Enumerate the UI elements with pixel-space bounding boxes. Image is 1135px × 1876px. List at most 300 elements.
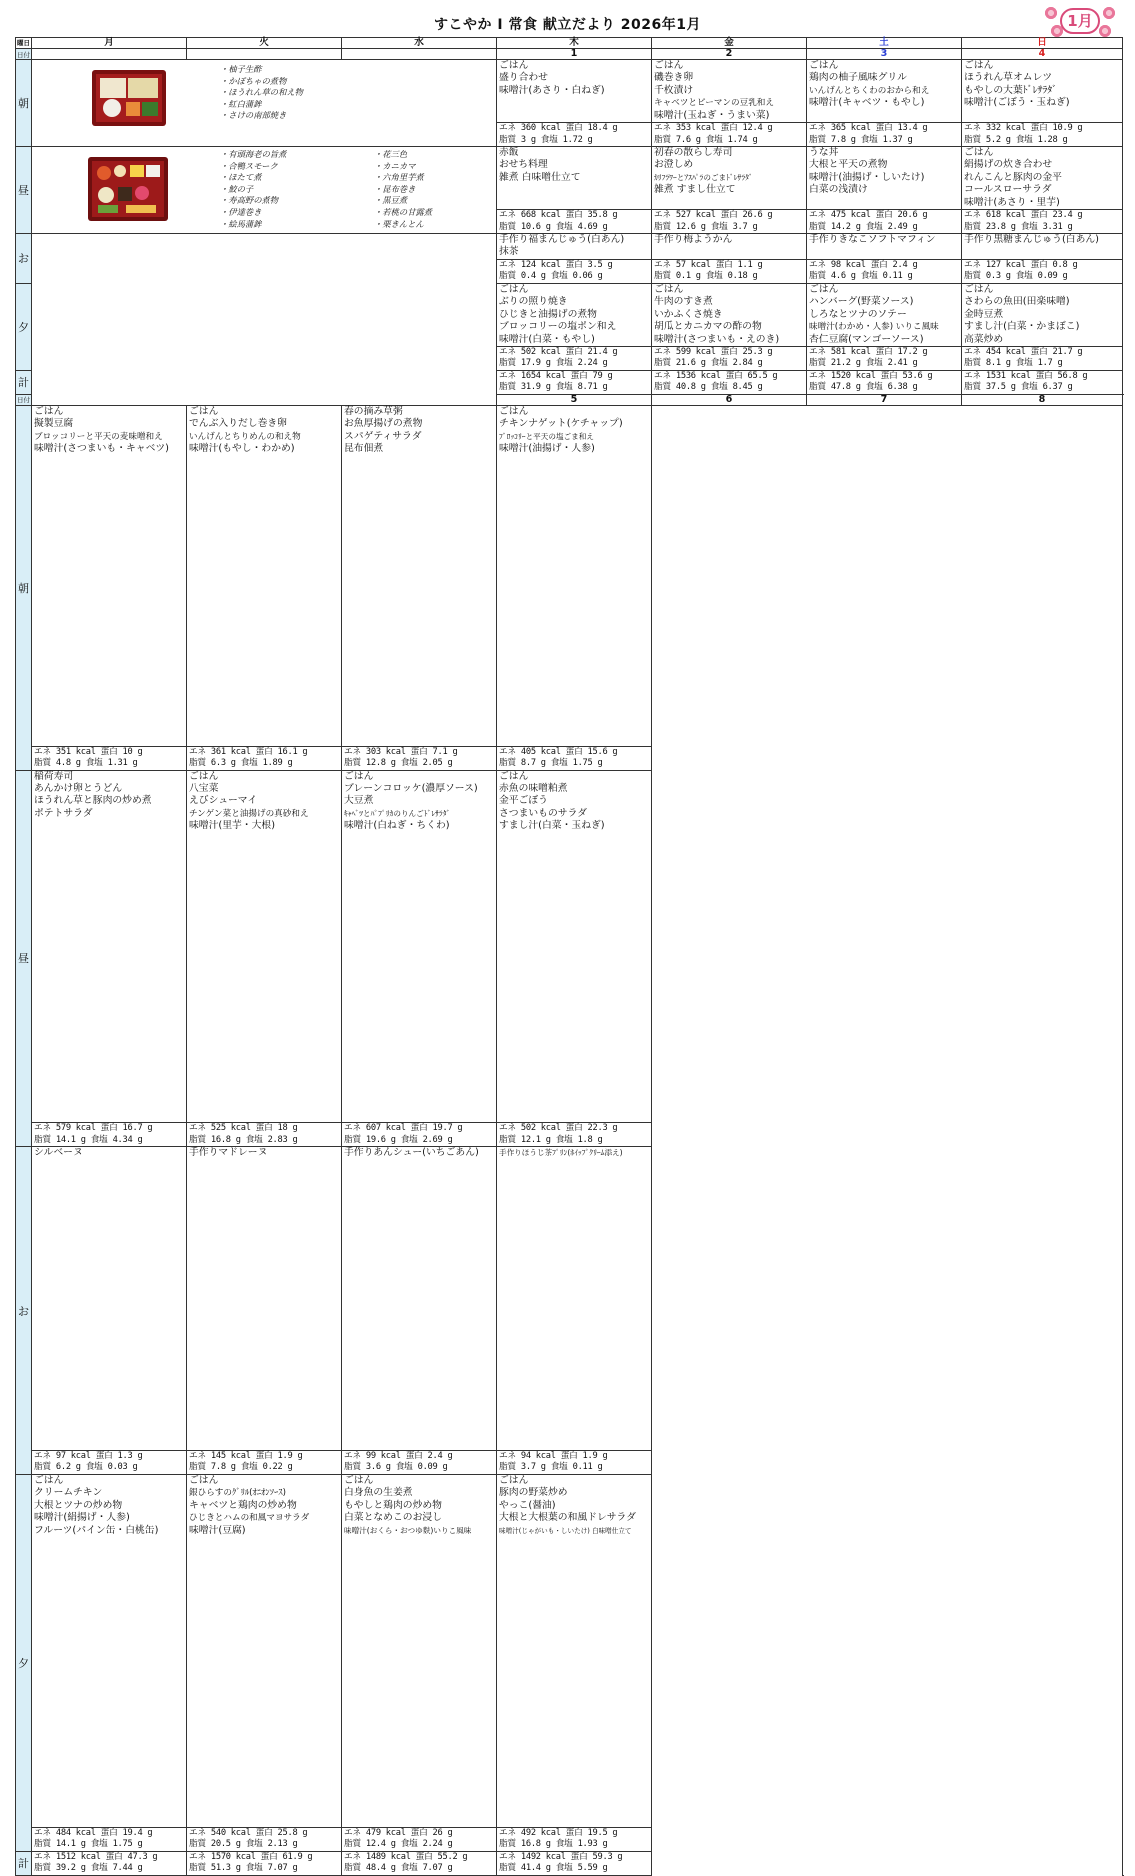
dish-item: 味噌汁(里芋・大根) <box>189 820 276 832</box>
nutrition-line: 脂質 12.8 g 食塩 2.05 g <box>344 758 453 769</box>
menu-cell <box>32 1474 187 1827</box>
dish-item: ほうれん草オムレツ <box>964 72 1053 84</box>
dish-item: ごはん <box>654 60 684 71</box>
osechi-lunch <box>32 147 497 234</box>
total-cell <box>187 1851 342 1875</box>
meal-label-dinner: 夕 <box>16 1474 32 1851</box>
menu-cell <box>807 60 962 123</box>
nutrition-line: エネ 1492 kcal 蛋白 59.3 g <box>499 1851 623 1862</box>
dish-item: うな丼 <box>809 147 839 159</box>
dish-item: 豚肉の野菜炒め <box>499 1487 568 1499</box>
nutrition-line: エネ 454 kcal 蛋白 21.7 g <box>964 346 1083 357</box>
dish-item: 絹揚げの炊き合わせ <box>964 159 1053 171</box>
menu-cell <box>342 1147 497 1451</box>
nutrition-line: 脂質 16.8 g 食塩 2.83 g <box>189 1134 298 1145</box>
menu-cell <box>497 1474 652 1827</box>
dish-item: キャベツとピーマンの豆乳和え <box>654 98 774 109</box>
osechi-item: ・伊達巻き <box>220 207 262 217</box>
dish-item: ｷｬﾍﾞﾂとﾊﾟﾌﾟﾘｶのりんごﾄﾞﾚｻﾗﾀﾞ <box>344 808 451 818</box>
meal-label-total: 計 <box>16 1851 32 1875</box>
day-number: 8 <box>962 394 1123 405</box>
menu-cell <box>497 1147 652 1451</box>
youbi-label: 曜日 <box>17 39 30 47</box>
osechi-item: ・合鴨スモーク <box>220 160 278 171</box>
nutrition-line: エネ 124 kcal 蛋白 3.5 g <box>499 259 613 270</box>
dish-item: 胡瓜とカニカマの酢の物 <box>654 321 762 333</box>
dish-item: 大根と大根葉の和風ドレサラダ <box>499 1512 637 1524</box>
dish-item: ごはん <box>809 60 839 71</box>
nutrition-cell <box>652 123 807 147</box>
meal-label-snack: お <box>16 234 32 284</box>
nutrition-line: 脂質 4.8 g 食塩 1.31 g <box>34 758 138 769</box>
osechi-item: ・鮫の子 <box>220 183 254 194</box>
dish-item: クリームチキン <box>34 1487 103 1499</box>
meal-label-dinner: 夕 <box>16 283 32 370</box>
dish-item: 鶏肉の柚子風味グリル <box>809 72 907 84</box>
dish-item: 昆布佃煮 <box>344 443 384 455</box>
dish-item: ごはん <box>189 405 219 417</box>
dish-item: いかふくさ焼き <box>654 308 723 320</box>
osechi-item: ・栗きんとん <box>374 218 424 229</box>
nutrition-line: エネ 98 kcal 蛋白 2.4 g <box>809 259 918 270</box>
nutrition-line: エネ 353 kcal 蛋白 12.4 g <box>654 123 773 134</box>
dish-item: えびシューマイ <box>189 795 258 807</box>
nutrition-cell <box>962 259 1123 283</box>
nutrition-line: 脂質 21.2 g 食塩 2.41 g <box>809 358 918 369</box>
dish-item: 手作りきなこソフトマフィン <box>809 234 936 246</box>
dish-item: ごはん <box>34 1474 64 1486</box>
nutrition-cell <box>342 1450 497 1474</box>
month-badge <box>1042 4 1114 40</box>
dish-item: 高菜炒め <box>964 333 1004 345</box>
menu-cell <box>342 1474 497 1827</box>
nutrition-line: 脂質 7.8 g 食塩 1.37 g <box>809 134 913 145</box>
dish-item: 手作り福まんじゅう(白あん) <box>499 234 625 246</box>
menu-cell <box>497 234 652 260</box>
dish-item: 味噌汁(豆腐) <box>189 1524 246 1536</box>
menu-cell <box>497 147 652 210</box>
nutrition-line: エネ 607 kcal 蛋白 19.7 g <box>344 1123 463 1134</box>
menu-cell <box>962 283 1123 346</box>
osechi-item: ・黒豆煮 <box>374 195 408 206</box>
nutrition-line: エネ 540 kcal 蛋白 25.8 g <box>189 1827 308 1838</box>
nutrition-cell <box>497 123 652 147</box>
dish-item: 春の摘み草粥 <box>344 405 403 417</box>
dish-item: 白身魚の生姜煮 <box>344 1487 413 1499</box>
menu-cell <box>342 405 497 746</box>
flower-icon <box>1044 6 1058 20</box>
menu-cell <box>187 405 342 746</box>
nutrition-cell <box>962 123 1123 147</box>
day-number: 7 <box>807 394 962 405</box>
nutrition-line: 脂質 12.6 g 食塩 3.7 g <box>654 221 758 232</box>
dish-item: ごはん <box>344 770 374 782</box>
menu-cell <box>342 770 497 1123</box>
empty-block <box>32 234 497 406</box>
dish-item: ごはん <box>964 283 994 295</box>
nutrition-line: 脂質 3 g 食塩 1.72 g <box>499 134 593 145</box>
dish-item: 味噌汁(あさり・白ねぎ) <box>499 84 605 96</box>
dish-item: 白菜の浅漬け <box>809 184 868 196</box>
dish-item: 味噌汁(玉ねぎ・うまい菜) <box>654 109 770 121</box>
day-number: 2 <box>652 49 807 60</box>
nutrition-line: エネ 475 kcal 蛋白 20.6 g <box>809 210 928 221</box>
menu-cell <box>652 147 807 210</box>
dish-item: キャベツと鶏肉の炒め物 <box>189 1499 297 1511</box>
total-cell <box>652 370 807 394</box>
dish-item: ごはん <box>809 283 839 295</box>
osechi-item: ・ほうれん草の和え物 <box>220 87 303 98</box>
dish-item: シルベーヌ <box>34 1147 83 1159</box>
osechi-item: ・紅白蒲鉾 <box>220 98 262 109</box>
nutrition-line: エネ 484 kcal 蛋白 19.4 g <box>34 1827 153 1838</box>
dish-item: いんげんとちりめんの和え物 <box>189 431 301 442</box>
nutrition-cell <box>342 746 497 770</box>
dish-item: チキンナゲット(ケチャップ) <box>499 418 623 430</box>
nutrition-line: エネ 599 kcal 蛋白 25.3 g <box>654 346 773 357</box>
menu-cell <box>807 234 962 260</box>
dish-item: 手作りあんシュー(いちごあん) <box>344 1147 479 1159</box>
nutrition-line: 脂質 23.8 g 食塩 3.31 g <box>964 221 1073 232</box>
nutrition-line: 脂質 7.8 g 食塩 0.22 g <box>189 1462 293 1473</box>
dish-item: 味噌汁(白ねぎ・ちくわ) <box>344 820 450 832</box>
osechi-item: ・若桃の甘露煮 <box>374 207 433 217</box>
nutrition-line: 脂質 21.6 g 食塩 2.84 g <box>654 358 763 369</box>
dish-item: 千枚漬け <box>654 84 694 96</box>
nutrition-line: エネ 99 kcal 蛋白 2.4 g <box>344 1450 453 1461</box>
nutrition-cell <box>497 210 652 234</box>
dish-item: ブロッコリーの塩ポン和え <box>499 321 617 333</box>
dish-item: ごはん <box>34 405 64 417</box>
nutrition-cell <box>962 210 1123 234</box>
osechi-item: ・花三色 <box>374 149 408 160</box>
menu-cell <box>497 405 652 746</box>
menu-cell <box>497 60 652 123</box>
osechi-item: ・昆布巻き <box>374 183 416 194</box>
osechi-item: ・さけの南部焼き <box>220 110 287 121</box>
dish-item: 味噌汁(絹揚げ・人参) <box>34 1512 130 1524</box>
nutrition-line: エネ 94 kcal 蛋白 1.9 g <box>499 1450 608 1461</box>
dish-item: チンゲン菜と油揚げの真砂和え <box>189 808 309 819</box>
total-cell <box>497 1851 652 1875</box>
nutrition-line: エネ 57 kcal 蛋白 1.1 g <box>654 259 763 270</box>
weekday-tue: 火 <box>187 38 342 49</box>
dish-item: 味噌汁(もやし・わかめ) <box>189 443 295 455</box>
menu-cell <box>652 283 807 346</box>
dish-item: 赤魚の味噌粕煮 <box>499 782 568 794</box>
nutrition-line: エネ 492 kcal 蛋白 19.5 g <box>499 1827 618 1838</box>
menu-table <box>15 37 1123 1876</box>
day-number: 1 <box>497 49 652 60</box>
dish-item: 手作りほうじ茶ﾌﾟﾘﾝ(ﾎｲｯﾌﾟｸﾘｰﾑ添え) <box>499 1148 623 1158</box>
nutrition-line: エネ 332 kcal 蛋白 10.9 g <box>964 123 1083 134</box>
dish-item: ごはん <box>189 770 219 782</box>
nutrition-line: エネ 1570 kcal 蛋白 61.9 g <box>189 1851 313 1862</box>
osechi-breakfast <box>32 60 497 147</box>
dish-item: ごはん <box>344 1474 374 1486</box>
menu-cell <box>962 234 1123 260</box>
nutrition-line: 脂質 6.3 g 食塩 1.89 g <box>189 758 293 769</box>
nutrition-line: 脂質 4.6 g 食塩 0.11 g <box>809 271 913 282</box>
total-cell <box>342 1851 497 1875</box>
dish-item: 味噌汁(油揚げ・しいたけ) <box>809 171 925 183</box>
nutrition-line: エネ 579 kcal 蛋白 16.7 g <box>34 1123 153 1134</box>
menu-cell <box>187 1147 342 1451</box>
nutrition-cell <box>807 123 962 147</box>
osechi-item: ・寿高野の煮物 <box>220 195 279 206</box>
nutrition-cell <box>652 259 807 283</box>
dish-item: 盛り合わせ <box>499 72 548 84</box>
dish-item: 味噌汁(さつまいも・えのき) <box>654 333 780 345</box>
dish-item: ごはん <box>499 770 529 782</box>
menu-cell <box>807 147 962 210</box>
dish-item: 白菜となめこのお浸し <box>344 1512 442 1524</box>
dish-item: 味噌汁(さつまいも・キャベツ) <box>34 443 170 455</box>
nutrition-line: 脂質 8.1 g 食塩 1.7 g <box>964 358 1063 369</box>
dish-item: 雑煮 白味噌仕立て <box>499 171 581 183</box>
nutrition-line: エネ 1512 kcal 蛋白 47.3 g <box>34 1851 158 1862</box>
nutrition-line: 脂質 12.4 g 食塩 2.24 g <box>344 1839 453 1850</box>
nutrition-line: 脂質 20.5 g 食塩 2.13 g <box>189 1839 298 1850</box>
dish-item: 赤飯 <box>499 147 519 159</box>
dish-item: 金平ごぼう <box>499 795 548 807</box>
osechi-item: ・有頭海老の旨煮 <box>220 149 287 160</box>
menu-cell <box>32 770 187 1123</box>
nutrition-line: エネ 668 kcal 蛋白 35.8 g <box>499 210 618 221</box>
dish-item: 味噌汁(白菜・もやし) <box>499 333 595 345</box>
nutrition-cell <box>32 1123 187 1147</box>
dish-item: ﾌﾞﾛｯｺﾘｰと平天の塩ごま和え <box>499 431 594 441</box>
nutrition-line: エネ 527 kcal 蛋白 26.6 g <box>654 210 773 221</box>
dish-item: もやしの大葉ﾄﾞﾚｻﾗﾀﾞ <box>964 84 1058 96</box>
dish-item: 味噌汁(おくら・おつゆ麩)いりこ風味 <box>344 1525 472 1535</box>
nutrition-line: 脂質 0.3 g 食塩 0.09 g <box>964 271 1068 282</box>
meal-label-snack: お <box>16 1147 32 1475</box>
osechi-item: ・六角里芋煮 <box>374 172 424 183</box>
nutrition-line: エネ 479 kcal 蛋白 26 g <box>344 1827 453 1838</box>
nutrition-line: エネ 365 kcal 蛋白 13.4 g <box>809 123 928 134</box>
dish-item: すまし汁(白菜・玉ねぎ) <box>499 820 605 832</box>
nutrition-line: 脂質 48.4 g 食塩 7.07 g <box>344 1863 453 1874</box>
dish-item: でんぶ入りだし巻き卵 <box>189 418 287 430</box>
meal-label-total: 計 <box>16 370 32 394</box>
menu-cell <box>32 405 187 746</box>
dish-item: 手作り黒糖まんじゅう(白あん) <box>964 234 1100 246</box>
dish-item: 味噌汁(あさり・里芋) <box>964 196 1060 208</box>
menu-cell <box>497 770 652 1123</box>
day-number: 6 <box>652 394 807 405</box>
nutrition-cell <box>497 1827 652 1851</box>
dish-item: フルーツ(パイン缶・白桃缶) <box>34 1524 159 1536</box>
dish-item: おせち料理 <box>499 159 548 171</box>
bento-photo <box>86 153 170 223</box>
nutrition-line: 脂質 3.6 g 食塩 0.09 g <box>344 1462 448 1473</box>
nutrition-cell <box>652 210 807 234</box>
dish-item: 牛肉のすき煮 <box>654 296 713 308</box>
dish-item: ｶﾘﾌﾗﾜｰとｱｽﾊﾟﾗのごまﾄﾞﾚｻﾗﾀﾞ <box>654 172 753 182</box>
day-number: 5 <box>497 394 652 405</box>
dish-item: しろなとツナのソテー <box>809 308 907 320</box>
nutrition-line: 脂質 39.2 g 食塩 7.44 g <box>34 1863 143 1874</box>
nutrition-cell <box>342 1827 497 1851</box>
nutrition-cell <box>652 346 807 370</box>
dish-item: あんかけ卵とうどん <box>34 782 123 794</box>
dish-item: ぶりの照り焼き <box>499 296 568 308</box>
nutrition-line: 脂質 16.8 g 食塩 1.93 g <box>499 1839 608 1850</box>
nutrition-cell <box>807 259 962 283</box>
page-title: すこやか I 常食 献立だより 2026年1月 <box>434 17 701 33</box>
dish-item: 味噌汁(油揚げ・人参) <box>499 443 595 455</box>
dish-item: ごはん <box>499 60 529 71</box>
nutrition-line: エネ 303 kcal 蛋白 7.1 g <box>344 746 458 757</box>
nutrition-cell <box>807 346 962 370</box>
dish-item: 八宝菜 <box>189 782 219 794</box>
menu-cell <box>962 147 1123 210</box>
flower-icon <box>1102 6 1116 20</box>
nutrition-line: 脂質 41.4 g 食塩 5.59 g <box>499 1863 608 1874</box>
menu-cell <box>187 1474 342 1827</box>
dish-item: すまし汁(白菜・かまぼこ) <box>964 321 1080 333</box>
nutrition-line: 脂質 0.4 g 食塩 0.06 g <box>499 271 603 282</box>
hizuke-label: 日付 <box>17 50 30 59</box>
dish-item: ごはん <box>499 283 529 295</box>
nutrition-line: 脂質 40.8 g 食塩 8.45 g <box>654 382 763 393</box>
dish-item: 味噌汁(キャベツ・もやし) <box>809 97 925 109</box>
dish-item: ほうれん草と豚肉の炒め煮 <box>34 795 152 807</box>
dish-item: ひじきとハムの和風マヨサラダ <box>189 1513 310 1524</box>
nutrition-line: エネ 127 kcal 蛋白 0.8 g <box>964 259 1078 270</box>
nutrition-line: エネ 360 kcal 蛋白 18.4 g <box>499 123 618 134</box>
dish-item: ごはん <box>964 147 994 159</box>
nutrition-line: エネ 618 kcal 蛋白 23.4 g <box>964 210 1083 221</box>
weekday-sat: 土 <box>807 38 962 49</box>
nutrition-line: 脂質 0.1 g 食塩 0.18 g <box>654 271 758 282</box>
nutrition-cell <box>32 746 187 770</box>
menu-cell <box>32 1147 187 1451</box>
dish-item: ごはん <box>499 405 529 417</box>
dish-item: 味噌汁(ごぼう・玉ねぎ) <box>964 97 1070 109</box>
osechi-item: ・柚子生酢 <box>220 64 262 74</box>
menu-cell <box>497 283 652 346</box>
bento-photo <box>90 64 168 128</box>
weekday-thu: 木 <box>497 38 652 49</box>
total-cell <box>32 1851 187 1875</box>
nutrition-line: 脂質 7.6 g 食塩 1.74 g <box>654 134 758 145</box>
nutrition-line: 脂質 14.2 g 食塩 2.49 g <box>809 221 918 232</box>
dish-item: ごはん <box>499 1474 529 1486</box>
nutrition-line: エネ 1489 kcal 蛋白 55.2 g <box>344 1851 468 1862</box>
nutrition-line: 脂質 14.1 g 食塩 1.75 g <box>34 1839 143 1850</box>
nutrition-cell <box>187 746 342 770</box>
total-cell <box>497 370 652 394</box>
hizuke-label: 日付 <box>17 396 30 405</box>
nutrition-cell <box>187 1827 342 1851</box>
weekday-sun: 日 <box>962 38 1123 49</box>
nutrition-cell <box>497 746 652 770</box>
dish-item: ブレーンコロッケ(濃厚ソース) <box>344 782 478 794</box>
dish-item: もやしと鶏肉の炒め物 <box>344 1499 442 1511</box>
dish-item: ごはん <box>189 1474 219 1486</box>
dish-item: スパゲティサラダ <box>344 430 422 442</box>
total-cell <box>807 370 962 394</box>
nutrition-line: 脂質 17.9 g 食塩 2.24 g <box>499 358 608 369</box>
dish-item: さつまいものサラダ <box>499 807 588 819</box>
weekday-wed: 水 <box>342 38 497 49</box>
day-number: 4 <box>962 49 1123 60</box>
dish-item: ごはん <box>654 283 684 295</box>
nutrition-line: 脂質 37.5 g 食塩 6.37 g <box>964 382 1073 393</box>
dish-item: 擬製豆腐 <box>34 418 74 430</box>
nutrition-cell <box>497 346 652 370</box>
dish-item: やっこ(醤油) <box>499 1499 556 1511</box>
nutrition-cell <box>962 346 1123 370</box>
nutrition-line: エネ 1536 kcal 蛋白 65.5 g <box>654 370 778 381</box>
dish-item: いんげんとちくわのおから和え <box>809 85 930 96</box>
nutrition-line: エネ 502 kcal 蛋白 21.4 g <box>499 346 618 357</box>
osechi-item: ・かぼちゃの煮物 <box>220 75 287 86</box>
nutrition-line: 脂質 12.1 g 食塩 1.8 g <box>499 1134 603 1145</box>
dish-item: コールスローサラダ <box>964 184 1052 196</box>
dish-item: 銀ひらすのｸﾞﾘﾙ(ｵﾆｵﾝｿｰｽ) <box>189 1488 286 1499</box>
nutrition-line: 脂質 51.3 g 食塩 7.07 g <box>189 1863 298 1874</box>
nutrition-cell <box>807 210 962 234</box>
day-number: 3 <box>807 49 962 60</box>
month-label: 1月 <box>1060 8 1100 34</box>
dish-item: 稲荷寿司 <box>34 770 74 782</box>
dish-item: 手作り梅ようかん <box>654 234 733 246</box>
nutrition-line: 脂質 14.1 g 食塩 4.34 g <box>34 1134 143 1145</box>
nutrition-line: エネ 1520 kcal 蛋白 53.6 g <box>809 370 933 381</box>
dish-item: ごはん <box>964 60 994 71</box>
weekday-fri: 金 <box>652 38 807 49</box>
dish-item: 味噌汁(じゃがいも・しいたけ) 白味噌仕立て <box>499 1526 632 1535</box>
dish-item: さわらの魚田(田楽味噌) <box>964 296 1070 308</box>
dish-item: 雑煮 すまし仕立て <box>654 184 736 196</box>
nutrition-line: エネ 1531 kcal 蛋白 56.8 g <box>964 370 1088 381</box>
meal-label-lunch: 昼 <box>16 770 32 1147</box>
osechi-item: ・ほたて煮 <box>220 172 262 183</box>
menu-cell <box>652 60 807 123</box>
dish-item: ひじきと油揚げの煮物 <box>499 308 597 320</box>
dish-item: ポテトサラダ <box>34 807 93 819</box>
menu-cell <box>807 283 962 346</box>
nutrition-cell <box>497 259 652 283</box>
dish-item: 抹茶 <box>499 246 519 258</box>
menu-cell <box>652 234 807 260</box>
dish-item: 金時豆煮 <box>964 308 1004 320</box>
nutrition-cell <box>187 1450 342 1474</box>
dish-item: 大豆煮 <box>344 795 374 807</box>
nutrition-cell <box>497 1450 652 1474</box>
nutrition-line: エネ 581 kcal 蛋白 17.2 g <box>809 346 928 357</box>
nutrition-line: エネ 145 kcal 蛋白 1.9 g <box>189 1450 303 1461</box>
dish-item: 初春の散らし寿司 <box>654 147 733 159</box>
dish-item: ブロッコリーと平天の麦味噌和え <box>34 431 163 442</box>
nutrition-cell <box>342 1123 497 1147</box>
nutrition-line: エネ 502 kcal 蛋白 22.3 g <box>499 1123 618 1134</box>
dish-item: 手作りマドレーヌ <box>189 1147 268 1159</box>
weekday-mon: 月 <box>32 38 187 49</box>
dish-item: 味噌汁(わかめ・人参) いりこ風味 <box>809 322 939 333</box>
menu-cell <box>962 60 1123 123</box>
nutrition-line: 脂質 8.7 g 食塩 1.75 g <box>499 758 603 769</box>
nutrition-line: エネ 525 kcal 蛋白 18 g <box>189 1123 298 1134</box>
nutrition-line: 脂質 47.8 g 食塩 6.38 g <box>809 382 918 393</box>
nutrition-line: 脂質 10.6 g 食塩 4.69 g <box>499 221 608 232</box>
osechi-item: ・カニカマ <box>374 160 416 171</box>
meal-label-breakfast: 朝 <box>16 60 32 147</box>
nutrition-line: 脂質 19.6 g 食塩 2.69 g <box>344 1134 453 1145</box>
